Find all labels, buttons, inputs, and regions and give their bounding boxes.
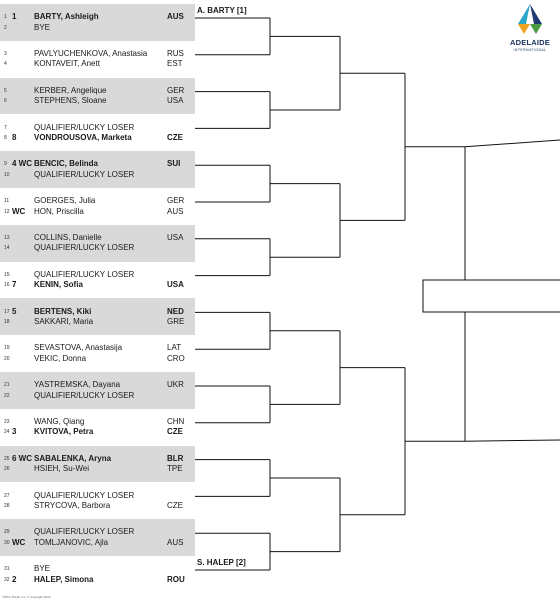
adelaide-logo-icon xyxy=(500,2,560,38)
player-name: SAKKARI, Maria xyxy=(34,317,94,327)
draw-position: 27 xyxy=(4,492,10,499)
logo-wordmark: ADELAIDE xyxy=(510,38,550,47)
player-name: QUALIFIER/LUCKY LOSER xyxy=(34,269,135,279)
player-name: KONTAVEIT, Anett xyxy=(34,59,100,69)
draw-position: 3 xyxy=(4,50,7,57)
player-name: BYE xyxy=(34,22,51,32)
seed-label: 2 xyxy=(12,574,17,584)
draw-position: 11 xyxy=(4,198,10,205)
player-nation: GER xyxy=(167,196,185,206)
player-nation: TPE xyxy=(167,464,183,474)
player-name: YASTREMSKA, Dayana xyxy=(34,380,121,390)
player-name: KVITOVA, Petra xyxy=(34,427,94,437)
seed-label: 3 xyxy=(12,427,17,437)
player-nation: CZE xyxy=(167,133,183,143)
draw-position: 20 xyxy=(4,355,10,362)
player-name: QUALIFIER/LUCKY LOSER xyxy=(34,490,135,500)
bracket-line xyxy=(465,440,560,441)
draw-position: 24 xyxy=(4,429,10,436)
player-name: COLLINS, Danielle xyxy=(34,232,102,242)
player-name: VONDROUSOVA, Marketa xyxy=(34,133,132,143)
copyright-footer: ©WTA TOUR, Inc. © Copyright 2019 xyxy=(2,595,51,599)
seed-label: WC xyxy=(12,537,26,547)
player-nation: AUS xyxy=(167,206,184,216)
draw-position: 17 xyxy=(4,308,10,315)
draw-position: 16 xyxy=(4,282,10,289)
match-slot-panel xyxy=(0,335,195,372)
draw-position: 28 xyxy=(4,503,10,510)
player-name: BERTENS, Kiki xyxy=(34,306,92,316)
draw-position: 31 xyxy=(4,566,10,573)
player-nation: GER xyxy=(167,85,185,95)
round2-player: A. BARTY [1] xyxy=(197,6,247,15)
player-nation: LAT xyxy=(167,343,182,353)
draw-position: 1 xyxy=(4,14,7,21)
tournament-logo xyxy=(500,2,560,64)
player-name: BYE xyxy=(34,564,51,574)
draw-position: 19 xyxy=(4,345,10,352)
player-name: QUALIFIER/LUCKY LOSER xyxy=(34,527,135,537)
draw-position: 5 xyxy=(4,87,7,94)
player-name: VEKIC, Donna xyxy=(34,353,87,363)
draw-position: 22 xyxy=(4,392,10,399)
player-name: QUALIFIER/LUCKY LOSER xyxy=(34,122,135,132)
player-nation: CZE xyxy=(167,427,183,437)
draw-position: 32 xyxy=(4,576,10,583)
match-slot-panel xyxy=(0,298,195,335)
player-name: WANG, Qiang xyxy=(34,416,85,426)
player-nation: USA xyxy=(167,280,184,290)
player-name: GOERGES, Julia xyxy=(34,196,96,206)
draw-position: 2 xyxy=(4,24,7,31)
draw-position: 9 xyxy=(4,161,7,168)
match-slot-panel xyxy=(0,556,195,593)
player-name: KENIN, Sofia xyxy=(34,280,83,290)
player-nation: SUI xyxy=(167,159,181,169)
draw-position: 25 xyxy=(4,455,10,462)
draw-position: 26 xyxy=(4,466,10,473)
player-name: KERBER, Angelique xyxy=(34,85,107,95)
player-name: STEPHENS, Sloane xyxy=(34,96,107,106)
player-name: PAVLYUCHENKOVA, Anastasia xyxy=(34,48,148,58)
seed-label: WC xyxy=(12,206,26,216)
player-name: QUALIFIER/LUCKY LOSER xyxy=(34,169,135,179)
draw-position: 8 xyxy=(4,135,7,142)
match-slot-panel xyxy=(0,188,195,225)
player-nation: UKR xyxy=(167,380,184,390)
player-nation: CHN xyxy=(167,416,185,426)
player-name: SABALENKA, Aryna xyxy=(34,453,112,463)
player-nation: NED xyxy=(167,306,184,316)
match-slot-panel xyxy=(0,409,195,446)
round2-player: S. HALEP [2] xyxy=(197,558,246,567)
player-nation: ROU xyxy=(167,574,185,584)
seed-label: 7 xyxy=(12,280,17,290)
player-nation: USA xyxy=(167,96,184,106)
match-slot-panel xyxy=(0,4,195,41)
player-name: TOMLJANOVIC, Ajla xyxy=(34,537,109,547)
draw-position: 23 xyxy=(4,418,10,425)
player-nation: AUS xyxy=(167,537,184,547)
player-nation: AUS xyxy=(167,12,184,22)
player-name: HSIEH, Su-Wei xyxy=(34,464,89,474)
seed-label: 5 xyxy=(12,306,17,316)
player-name: BENCIC, Belinda xyxy=(34,159,99,169)
draw-position: 21 xyxy=(4,382,10,389)
draw-position: 4 xyxy=(4,61,7,68)
player-name: QUALIFIER/LUCKY LOSER xyxy=(34,390,135,400)
player-name: STRYCOVA, Barbora xyxy=(34,501,111,511)
match-slot-panel xyxy=(0,446,195,483)
draw-position: 13 xyxy=(4,234,10,241)
seed-label: 4 WC xyxy=(12,159,32,169)
player-nation: CRO xyxy=(167,353,185,363)
draw-position: 18 xyxy=(4,319,10,326)
champion-box xyxy=(423,280,560,312)
bracket-line xyxy=(465,140,560,147)
draw-position: 29 xyxy=(4,529,10,536)
draw-position: 6 xyxy=(4,98,7,105)
player-nation: GRE xyxy=(167,317,185,327)
player-nation: EST xyxy=(167,59,183,69)
match-slot-panel xyxy=(0,262,195,299)
player-name: HALEP, Simona xyxy=(34,574,94,584)
draw-position: 30 xyxy=(4,539,10,546)
draw-position: 15 xyxy=(4,271,10,278)
player-nation: BLR xyxy=(167,453,184,463)
player-name: BARTY, Ashleigh xyxy=(34,12,99,22)
player-nation: CZE xyxy=(167,501,183,511)
seed-label: 6 WC xyxy=(12,453,32,463)
player-name: QUALIFIER/LUCKY LOSER xyxy=(34,243,135,253)
seed-label: 8 xyxy=(12,133,17,143)
draw-position: 12 xyxy=(4,208,10,215)
player-name: SEVASTOVA, Anastasija xyxy=(34,343,123,353)
draw-position: 7 xyxy=(4,124,7,131)
seed-label: 1 xyxy=(12,12,17,22)
player-nation: RUS xyxy=(167,48,184,58)
player-name: HON, Priscilla xyxy=(34,206,84,216)
draw-position: 14 xyxy=(4,245,10,252)
draw-position: 10 xyxy=(4,171,10,178)
logo-subtitle: INTERNATIONAL xyxy=(513,48,547,52)
player-nation: USA xyxy=(167,232,184,242)
